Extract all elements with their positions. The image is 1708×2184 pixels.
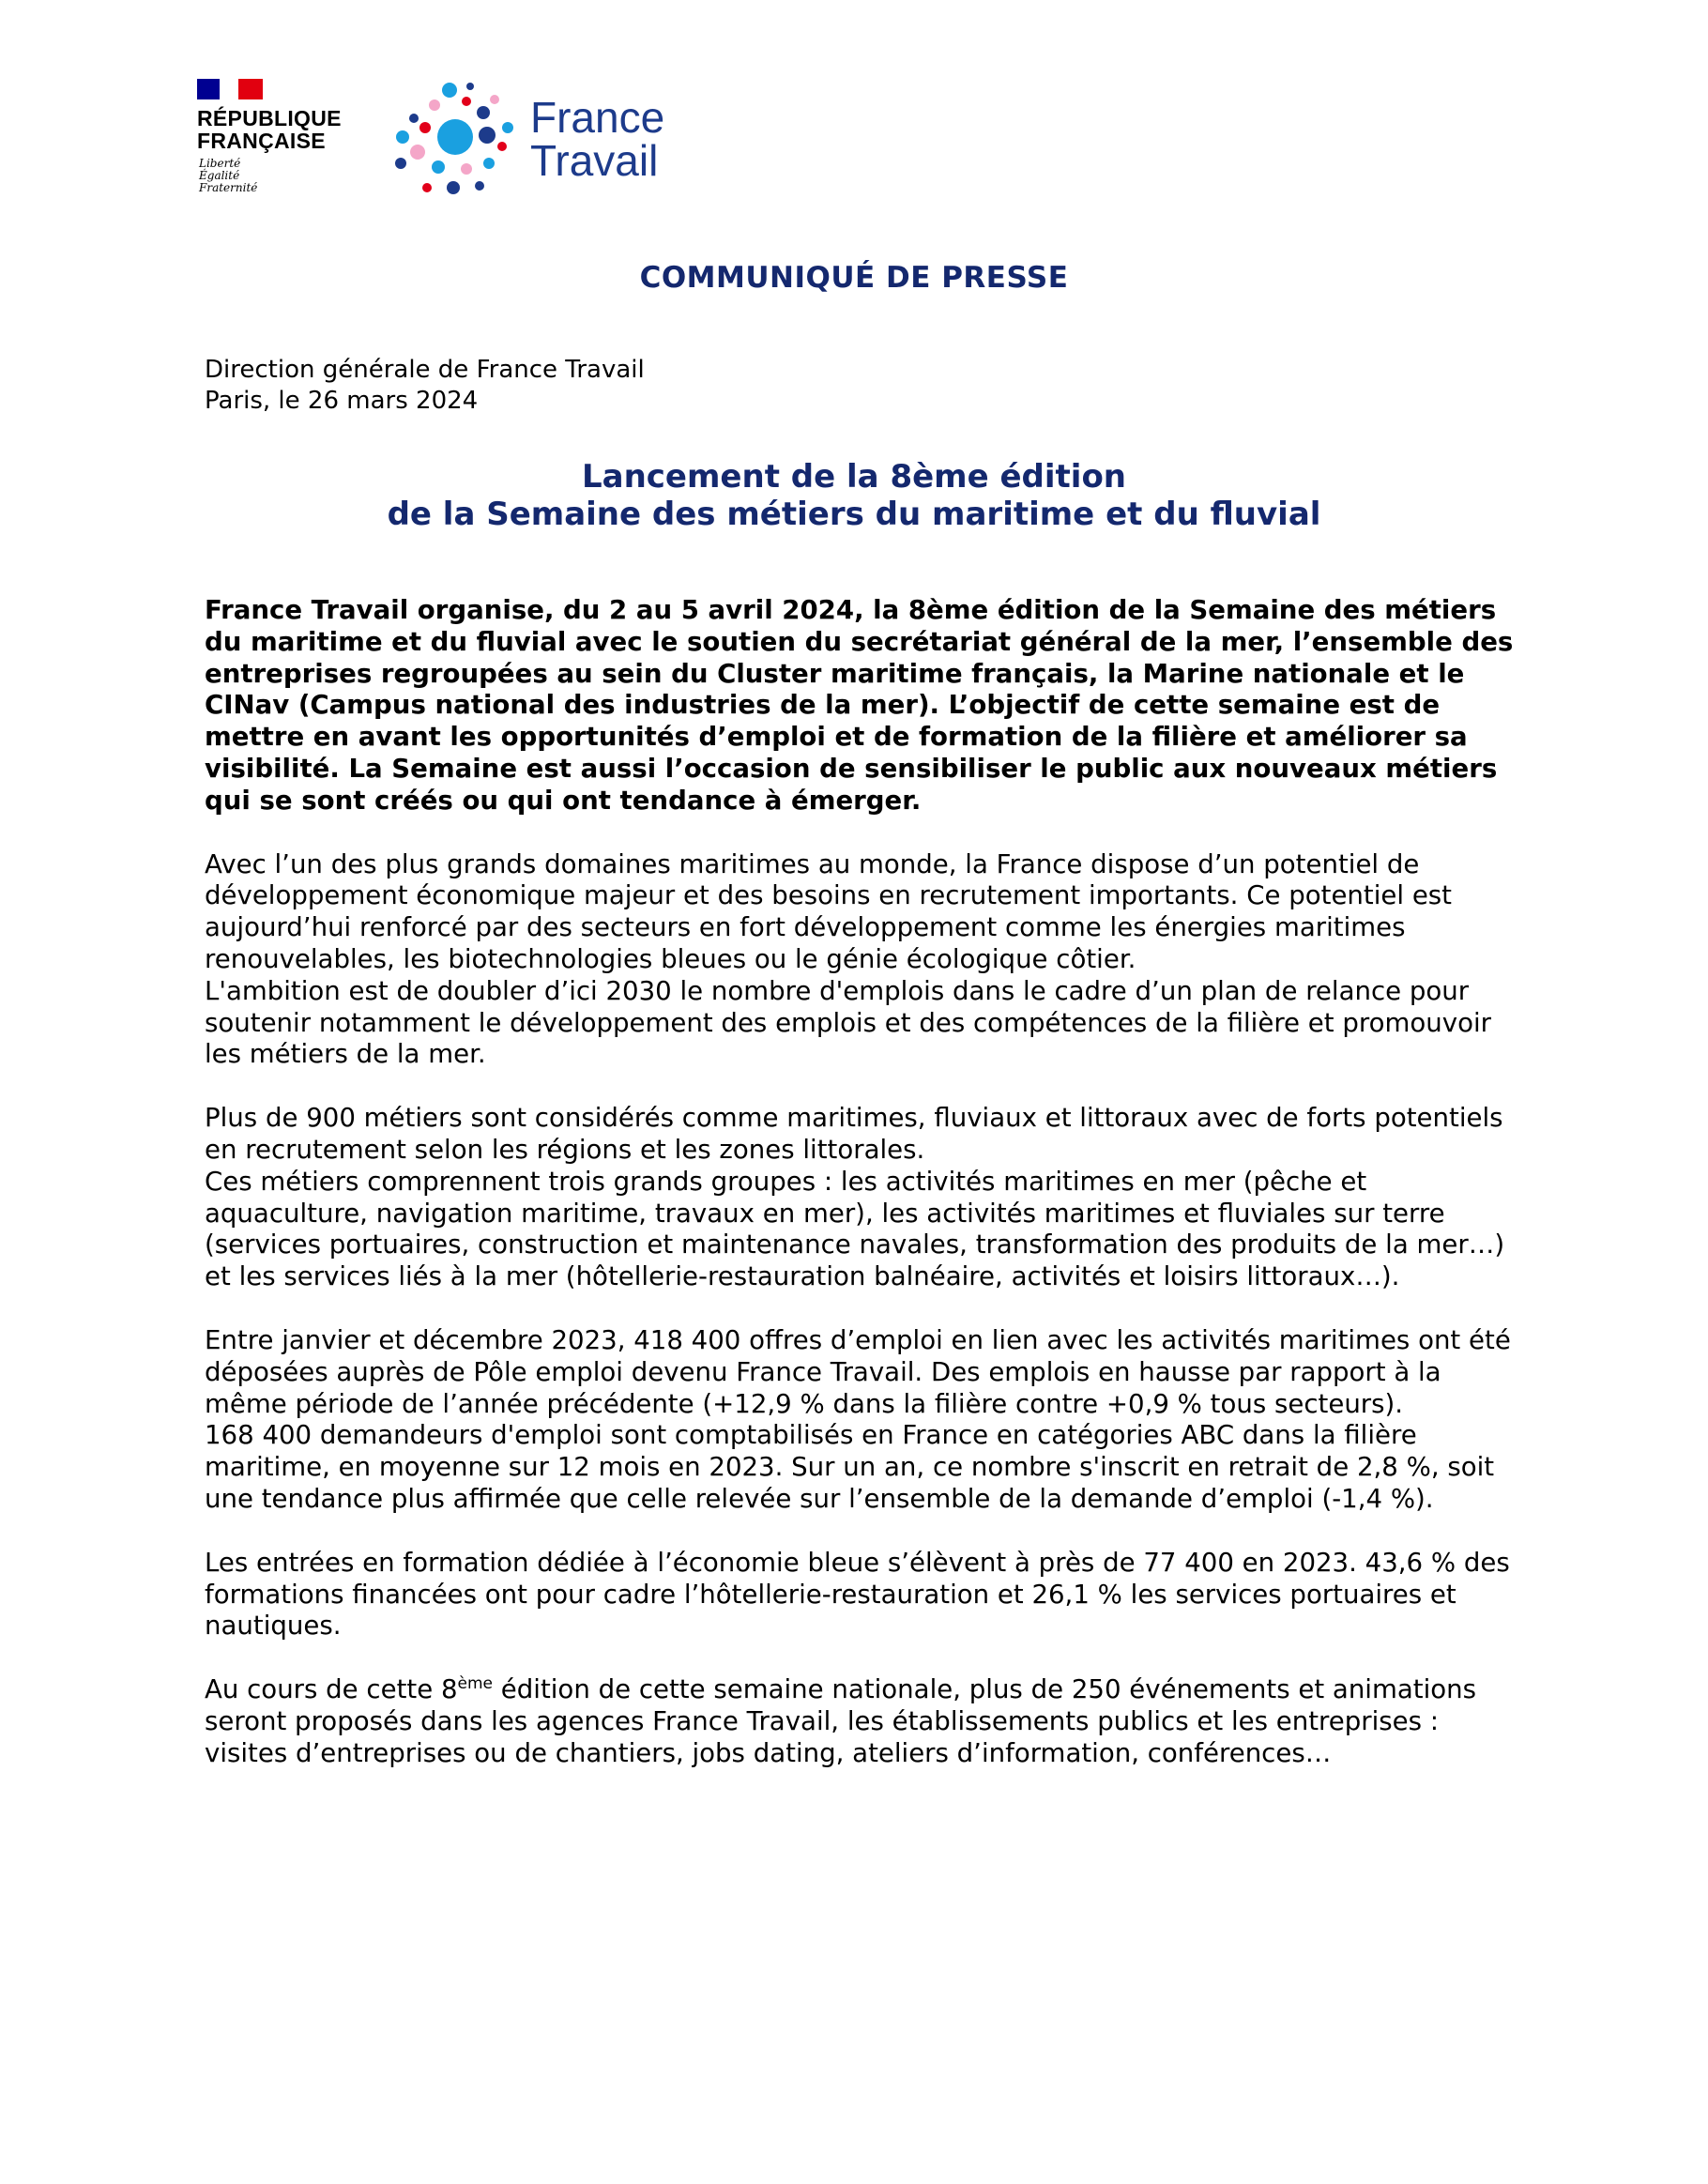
republique-line1: RÉPUBLIQUE (197, 106, 342, 130)
motto-liberte: Liberté (199, 157, 241, 170)
republique-motto (199, 158, 257, 194)
france-travail-dots-logo-icon (389, 79, 521, 201)
title-line1: Lancement de la 8ème édition (581, 458, 1127, 496)
paragraph-training: Les entrées en formation dédiée à l’économie bleue s’élèvent à près de 77 400 en 2023. 43,6 % des formations financées ont pour cadre l’hôtellerie-restauration et 26,1 % les services portuaires et nautiques. (205, 1546, 1510, 1642)
paragraph-text: Ces métiers comprennent trois grands groupes : les activités maritimes en mer (pêche et aquaculture, navigation maritime, travaux en mer), les activités maritimes et fluviales sur terre (services portuaires, construction et maintenance navales, transformation des produits de la mer…) et les services liés à la mer (hôtellerie-restauration balnéaire, activités et loisirs littoraux…). (205, 1165, 1505, 1292)
paragraph-text: Entre janvier et décembre 2023, 418 400 offres d’emploi en lien avec les activités maritimes ont été déposées auprès de Pôle emploi devenu France Travail. Des emplois en hausse par rapport à la même période de l’année précédente (+12,9 % dans la filière contre +0,9 % tous secteurs). (205, 1323, 1511, 1419)
paragraph-text: édition de cette semaine nationale, plus de 250 événements et animations seront proposés dans les agences France Travail, les établissements publics et les entreprises : visites d’entreprises ou de chantiers, jobs dating, ateliers d’information, conférences… (205, 1673, 1476, 1768)
date-line: Paris, le 26 mars 2024 (205, 387, 479, 415)
paragraph-maritime-potential (205, 848, 1518, 1071)
french-flag-icon (197, 79, 263, 99)
document-title (0, 458, 1708, 533)
lead-paragraph: France Travail organise, du 2 au 5 avril 2024, la 8ème édition de la Semaine des métiers du maritime et du fluvial avec le soutien du secrétariat général de la mer, l’ensemble des entreprises regroupées au sein du Cluster maritime français, la Marine nationale et le CINav (Campus national des industries de la mer). L’objectif de cette semaine est de mettre en avant les opportunités d’emploi et de formation de la filière et améliorer sa visibilité. La Semaine est aussi l’occasion de sensibiliser le public aux nouveaux métiers qui se sont créés ou qui ont tendance à émerger. (205, 594, 1514, 816)
brand-line1: France (530, 93, 665, 142)
paragraph-text: Au cours de cette 8 (205, 1673, 458, 1705)
paragraph-text: Plus de 900 métiers sont considérés comme maritimes, fluviaux et littoraux avec de forts potentiels en recrutement selon les régions et les zones littorales. (205, 1102, 1503, 1165)
title-line2: de la Semaine des métiers du maritime et du fluvial (387, 496, 1321, 533)
paragraph-text: L'ambition est de doubler d’ici 2030 le nombre d'emplois dans le cadre d’un plan de relance pour soutenir notamment le développement des emplois et des compétences de la filière et promouvoir les métiers de la mer. (205, 974, 1491, 1070)
press-release-label: COMMUNIQUÉ DE PRESSE (639, 261, 1069, 295)
paragraph-text: Avec l’un des plus grands domaines maritimes au monde, la France dispose d’un potentiel de développement économique majeur et des besoins en recrutement importants. Ce potentiel est aujourd’hui renforcé par des secteurs en fort développement comme les énergies maritimes renouvelables, les biotechnologies bleues ou le génie écologique côtier. (205, 848, 1452, 974)
republique-francaise-logo-text (197, 107, 366, 152)
motto-egalite: Égalité (199, 169, 240, 182)
republique-line2: FRANÇAISE (197, 129, 326, 153)
motto-fraternite: Fraternité (199, 181, 258, 194)
paragraph-text: 168 400 demandeurs d'emploi sont comptabilisés en France en catégories ABC dans la filière maritime, en moyenne sur 12 mois en 2023. Sur un an, ce nombre s'inscrit en retrait de 2,8 %, soit une tendance plus affirmée que celle relevée sur l’ensemble de la demande d’emploi (-1,4 %). (205, 1419, 1495, 1514)
paragraph-trades (205, 1102, 1518, 1292)
document-body (205, 594, 1518, 1801)
superscript-eme: ème (457, 1673, 494, 1693)
france-travail-logo-text (530, 93, 665, 185)
issuer-block (205, 355, 645, 417)
header-logos (197, 79, 704, 201)
paragraph-job-offers (205, 1324, 1518, 1515)
issuer: Direction générale de France Travail (205, 356, 645, 384)
paragraph-events (205, 1673, 1518, 1768)
brand-line2: Travail (530, 136, 659, 185)
